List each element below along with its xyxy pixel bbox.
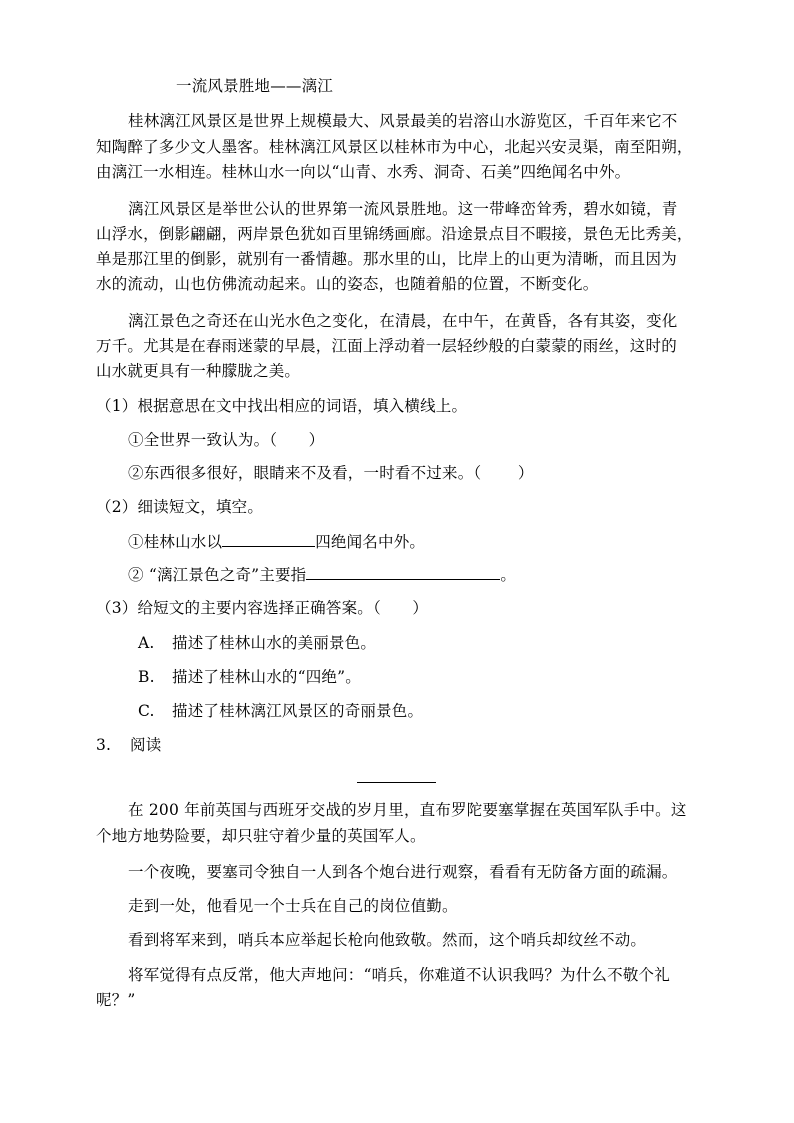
- question-2a-suffix: 四绝闻名中外。: [315, 533, 426, 551]
- story-line: 呢？”: [96, 991, 136, 1009]
- story-line: 在 200 年前英国与西班牙交战的岁月里，直布罗陀要塞掌握在英国军队手中。这: [128, 801, 687, 819]
- story-line: 走到一处，他看见一个士兵在自己的岗位值勤。: [128, 897, 458, 915]
- section-3-number: 3.: [96, 736, 112, 754]
- option-letter-c: C.: [138, 702, 155, 720]
- paragraph-line: 水的流动，山也仿佛流动起来。山的姿态，也随着船的位置，不断变化。: [96, 275, 599, 293]
- question-2b-prefix: ② “漓江景色之奇”主要指: [128, 566, 307, 584]
- paragraph-line: 山浮水，倒影翩翩，两岸景色犹如百里锦绣画廊。沿途景点目不暇接，景色无比秀美，: [96, 225, 693, 243]
- question-1b: ②东西很多很好，眼睛来不及看，一时看不过来。（ ）: [128, 464, 534, 482]
- answer-blank[interactable]: [306, 565, 500, 580]
- question-2a-prefix: ①桂林山水以: [128, 533, 223, 551]
- question-2-stem: （2）细读短文，填空。: [96, 498, 264, 516]
- story-line: 看到将军来到，哨兵本应举起长枪向他致敬。然而，这个哨兵却纹丝不动。: [128, 931, 647, 949]
- question-1-stem: （1）根据意思在文中找出相应的词语，填入横线上。: [96, 397, 468, 415]
- story-line: 将军觉得有点反常，他大声地问：“哨兵，你难道不认识我吗？为什么不敬个礼: [128, 966, 670, 984]
- option-text-c: 描述了桂林漓江风景区的奇丽景色。: [172, 702, 424, 720]
- paragraph-line: 由漓江一水相连。桂林山水一向以“山青、水秀、洞奇、石美”四绝闻名中外。: [96, 163, 631, 181]
- option-text-b: 描述了桂林山水的“四绝”。: [172, 668, 361, 686]
- question-3-stem: （3）给短文的主要内容选择正确答案。（ ）: [96, 599, 429, 617]
- answer-blank[interactable]: [222, 532, 315, 547]
- question-2a: [128, 532, 425, 552]
- option-text-a: 描述了桂林山水的美丽景色。: [172, 634, 377, 652]
- option-letter-b: B.: [138, 668, 155, 686]
- paragraph-line: 知陶醉了多少文人墨客。桂林漓江风景区以桂林市为中心，北起兴安灵渠，南至阳朔，: [96, 138, 693, 156]
- paragraph-line: 万千。尤其是在春雨迷蒙的早晨，江面上浮动着一层轻纱般的白蒙蒙的雨丝，这时的: [96, 337, 677, 355]
- paragraph-line: 单是那江里的倒影，就别有一番情趣。那水里的山，比岸上的山更为清晰，而且因为: [96, 250, 677, 268]
- story-line: 个地方地势险要，却只驻守着少量的英国军人。: [96, 827, 426, 845]
- question-2b-suffix: 。: [500, 566, 517, 584]
- passage-title: 一流风景胜地——漓江: [176, 77, 334, 95]
- paragraph-line: 漓江景色之奇还在山光水色之变化，在清晨，在中午，在黄昏，各有其姿，变化: [128, 312, 678, 330]
- story-line: 一个夜晚，要塞司令独自一人到各个炮台进行观察，看看有无防备方面的疏漏。: [128, 863, 678, 881]
- title-blank-line: [357, 782, 436, 783]
- question-1a: ①全世界一致认为。（ ）: [128, 431, 325, 449]
- paragraph-line: 山水就更具有一种朦胧之美。: [96, 362, 301, 380]
- question-2b: [128, 565, 516, 585]
- option-letter-a: A.: [138, 634, 155, 652]
- paragraph-line: 桂林漓江风景区是世界上规模最大、风景最美的岩溶山水游览区，千百年来它不: [128, 112, 678, 130]
- section-3-label: 阅读: [130, 736, 162, 754]
- paragraph-line: 漓江风景区是举世公认的世界第一流风景胜地。这一带峰峦耸秀，碧水如镜，青: [128, 200, 678, 218]
